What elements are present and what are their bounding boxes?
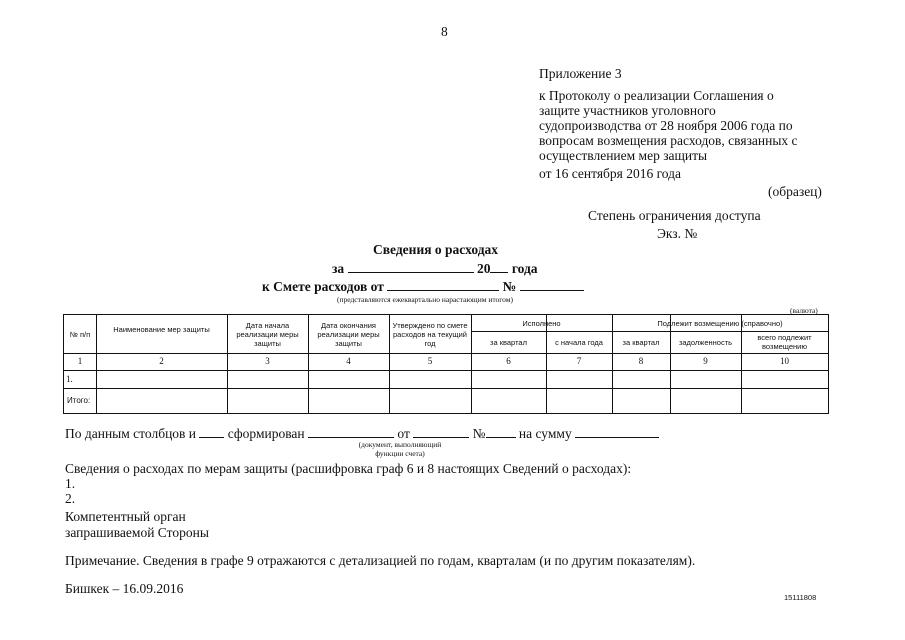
document-note-line: (документ, выполняющий — [358, 440, 442, 449]
document-note-line: функции счета) — [375, 449, 425, 458]
col-number: 2 — [159, 356, 164, 366]
appendix-line: осуществлением мер защиты — [539, 148, 708, 163]
details-title: Сведения о расходах по мерам защиты (расшифровка граф 6 и 8 настоящих Сведений о расходах): — [65, 461, 632, 476]
col-number: 4 — [346, 356, 351, 366]
report-title: Сведения о расходах — [373, 242, 499, 257]
smeta-label: к Смете расходов от — [262, 279, 384, 294]
smeta-date-blank[interactable] — [387, 278, 499, 291]
col-header-executed-quarter: за квартал — [490, 337, 527, 347]
document-date-blank[interactable] — [413, 425, 469, 438]
col-number: 9 — [703, 356, 708, 366]
appendix-line: судопроизводства от 28 ноября 2006 года по — [539, 118, 793, 133]
col-header-start: Дата начала реализации меры защиты — [236, 320, 299, 348]
appendix-title: Приложение 3 — [539, 66, 622, 81]
year-suffix: года — [511, 261, 538, 276]
smeta-no: № — [502, 279, 517, 294]
col-header-end: Дата окончания реализации меры защиты — [317, 320, 380, 348]
data-line-part5: на сумму — [518, 426, 572, 441]
remark: Примечание. Сведения в графе 9 отражаются с детализацией по годам, кварталам (и по другим показателям). — [65, 553, 696, 568]
col-number: 7 — [576, 356, 582, 366]
period-za: за — [332, 261, 345, 276]
access-restriction: Степень ограничения доступа — [588, 208, 761, 223]
year-blank[interactable] — [490, 260, 508, 273]
data-line-part4: № — [472, 426, 486, 441]
place-date: Бишкек – 16.09.2016 — [65, 581, 184, 596]
row-number: 1. — [66, 373, 73, 384]
appendix-line: защите участников уголовного — [539, 103, 716, 118]
sample-label: (образец) — [768, 184, 822, 199]
currency-label: (валюта) — [790, 306, 818, 315]
appendix-line: вопросам возмещения расходов, связанных с — [539, 133, 798, 148]
smeta-line — [262, 278, 584, 294]
data-line-part1: По данным столбцов и — [65, 426, 197, 441]
copy-number: Экз. № — [657, 226, 698, 241]
col-number: 1 — [77, 356, 83, 366]
col-number: 3 — [265, 356, 270, 366]
period-blank[interactable] — [348, 260, 474, 273]
data-line — [65, 425, 659, 441]
doc-code: 15111808 — [784, 593, 817, 602]
col-header-refund: Подлежит возмещению (справочно) — [657, 318, 783, 328]
appendix-date: от 16 сентября 2016 года — [539, 166, 682, 181]
document-blank[interactable] — [308, 425, 394, 438]
page-number: 8 — [441, 24, 448, 39]
data-line-part2: сформирован — [227, 426, 305, 441]
col-header-num: № п/п — [69, 329, 91, 339]
col-header-refund-debt: задолженность — [678, 337, 733, 347]
columns-blank[interactable] — [199, 425, 224, 438]
details-item-2: 2. — [65, 491, 76, 506]
appendix-text — [539, 88, 829, 163]
authority-line-2: запрашиваемой Стороны — [65, 525, 209, 540]
document-number-blank[interactable] — [486, 425, 516, 438]
col-header-executed: Исполнено — [522, 318, 561, 328]
authority-line-1: Компетентный орган — [65, 509, 186, 524]
data-line-part3: от — [397, 426, 410, 441]
col-header-name: Наименование мер защиты — [113, 324, 210, 334]
year-prefix: 20 — [476, 261, 491, 276]
amount-blank[interactable] — [575, 425, 659, 438]
smeta-number-blank[interactable] — [520, 278, 584, 291]
col-number: 6 — [506, 356, 511, 366]
col-header-executed-year: с начала года — [555, 337, 603, 347]
expenses-table — [63, 314, 829, 414]
col-number: 10 — [780, 356, 789, 366]
period-line — [332, 260, 538, 276]
total-label: Итого: — [67, 396, 91, 405]
col-header-refund-quarter: за квартал — [622, 337, 660, 347]
col-number: 5 — [427, 356, 433, 366]
col-number: 8 — [638, 356, 644, 366]
col-header-refund-total: всего подлежит возмещению — [757, 333, 812, 351]
appendix-line: к Протоколу о реализации Соглашения о — [539, 88, 774, 103]
document-note — [350, 440, 450, 458]
heading-note: (представляются ежеквартально нарастающим итогом) — [337, 295, 514, 304]
col-header-approved: Утверждено по смете расходов на текущий год — [392, 320, 468, 348]
details-item-1: 1. — [65, 476, 76, 491]
